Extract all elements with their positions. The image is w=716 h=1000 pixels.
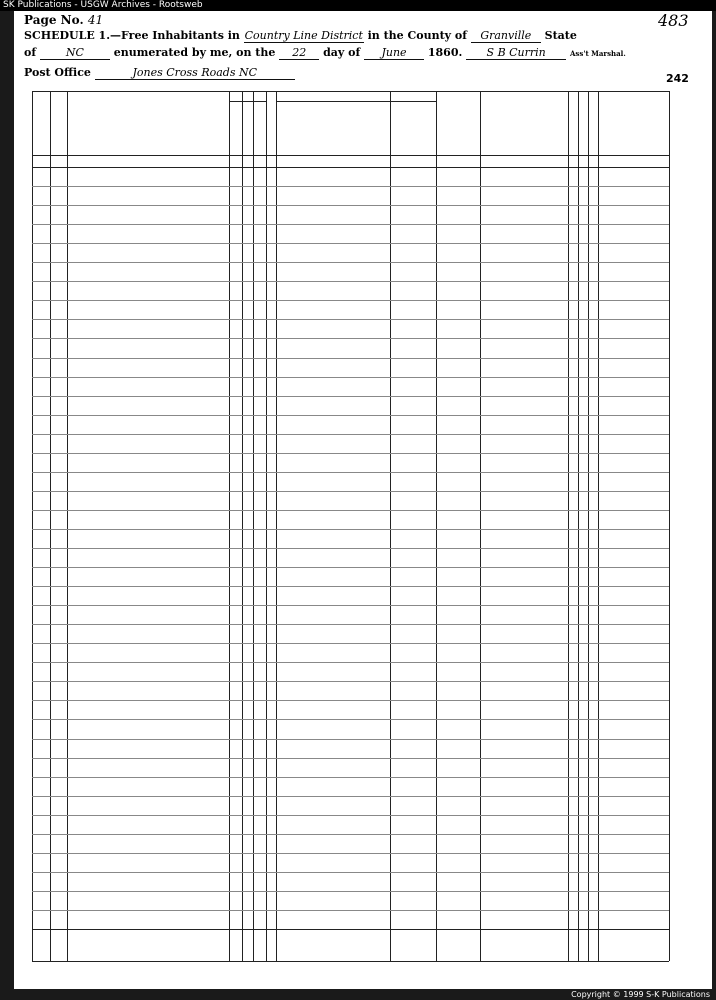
row-rule [32, 700, 669, 701]
column-rule [436, 91, 437, 961]
row-rule [32, 453, 669, 454]
column-number-7 [266, 156, 276, 166]
enumerator-signature: S B Currin [466, 46, 566, 60]
row-rule [32, 719, 669, 720]
row-rule [32, 186, 669, 187]
column-rule [253, 91, 254, 961]
column-number-11 [480, 156, 568, 166]
row-rule [32, 415, 669, 416]
column-number-13 [578, 156, 588, 166]
estate-rule [276, 101, 436, 102]
row-rule [32, 796, 669, 797]
column-header-11 [481, 95, 567, 153]
row-rule [32, 853, 669, 854]
page-number: Page No. 41 [24, 13, 104, 27]
row-rule [32, 624, 669, 625]
column-rule [266, 91, 267, 961]
table-top-rule [32, 91, 669, 92]
row-rule [32, 319, 669, 320]
row-rule [32, 510, 669, 511]
column-rule [390, 91, 391, 961]
post-office-line: Post Office Jones Cross Roads NC [24, 66, 295, 80]
row-rule [32, 739, 669, 740]
row-rule [32, 396, 669, 397]
column-header-8 [277, 103, 389, 153]
column-rule [242, 91, 243, 961]
row-rule [32, 910, 669, 911]
row-rule [32, 491, 669, 492]
row-rule [32, 300, 669, 301]
column-number-4 [229, 156, 242, 166]
census-sheet [14, 11, 712, 989]
row-rule [32, 377, 669, 378]
column-header-7 [267, 95, 275, 153]
column-number-12 [568, 156, 578, 166]
row-rule [32, 758, 669, 759]
row-rule [32, 586, 669, 587]
row-rule [32, 681, 669, 682]
row-rule [32, 262, 669, 263]
column-header-4 [230, 103, 241, 153]
column-rule [578, 91, 579, 961]
row-rule [32, 243, 669, 244]
column-header-5 [243, 103, 252, 153]
row-rule [32, 338, 669, 339]
number-rule [32, 167, 669, 168]
column-header-13 [579, 95, 587, 153]
row-rule [32, 529, 669, 530]
row-rule [32, 205, 669, 206]
column-header-6 [254, 103, 265, 153]
column-number-8 [276, 156, 390, 166]
row-rule [32, 662, 669, 663]
row-rule [32, 567, 669, 568]
description-rule [229, 101, 266, 102]
column-number-3 [67, 156, 229, 166]
column-header-1 [33, 95, 49, 153]
row-rule [32, 358, 669, 359]
column-rule [276, 91, 277, 961]
column-rule [32, 91, 33, 961]
copyright-text: Copyright © 1999 S-K Publications [571, 990, 710, 999]
column-number-1 [32, 156, 50, 166]
column-rule [598, 91, 599, 961]
column-rule [480, 91, 481, 961]
county-name: Granville [471, 29, 541, 43]
row-rule [32, 434, 669, 435]
column-rule [588, 91, 589, 961]
row-rule [32, 224, 669, 225]
column-header-3 [68, 95, 228, 153]
column-rule [67, 91, 68, 961]
sheet-number: 242 [666, 72, 689, 85]
column-number-9 [390, 156, 436, 166]
column-rule [568, 91, 569, 961]
footer-bottom-rule [32, 961, 669, 962]
column-header-2 [51, 95, 66, 153]
stamped-number: 483 [658, 11, 689, 30]
column-number-14 [588, 156, 598, 166]
enum-day: 22 [279, 46, 319, 60]
column-header-12 [569, 95, 577, 153]
row-rule [32, 777, 669, 778]
column-rule [50, 91, 51, 961]
table-bottom-rule [32, 929, 669, 930]
column-number-2 [50, 156, 67, 166]
row-rule [32, 834, 669, 835]
column-number-5 [242, 156, 253, 166]
post-office-name: Jones Cross Roads NC [95, 66, 295, 80]
row-rule [32, 548, 669, 549]
row-rule [32, 872, 669, 873]
row-rule [32, 643, 669, 644]
row-rule [32, 891, 669, 892]
enum-month: June [364, 46, 424, 60]
row-rule [32, 605, 669, 606]
archive-title-bar: SK Publications - USGW Archives - Rootsweb [0, 0, 716, 11]
district-name: Country Line District [244, 29, 363, 42]
enumeration-line: of NC enumerated by me, on the 22 day of June 1860. S B Currin Ass't Marshal. [24, 46, 626, 59]
column-rule [669, 91, 670, 961]
row-rule [32, 472, 669, 473]
schedule-line: SCHEDULE 1.—Free Inhabitants in Country Line District in the County of Granville State [24, 29, 577, 42]
column-header-9 [391, 103, 435, 153]
column-header-14 [589, 95, 597, 153]
column-rule [229, 91, 230, 961]
column-number-6 [253, 156, 266, 166]
row-rule [32, 281, 669, 282]
column-header-10 [437, 95, 479, 153]
row-rule [32, 815, 669, 816]
column-number-10 [436, 156, 480, 166]
state-name: NC [40, 46, 110, 60]
